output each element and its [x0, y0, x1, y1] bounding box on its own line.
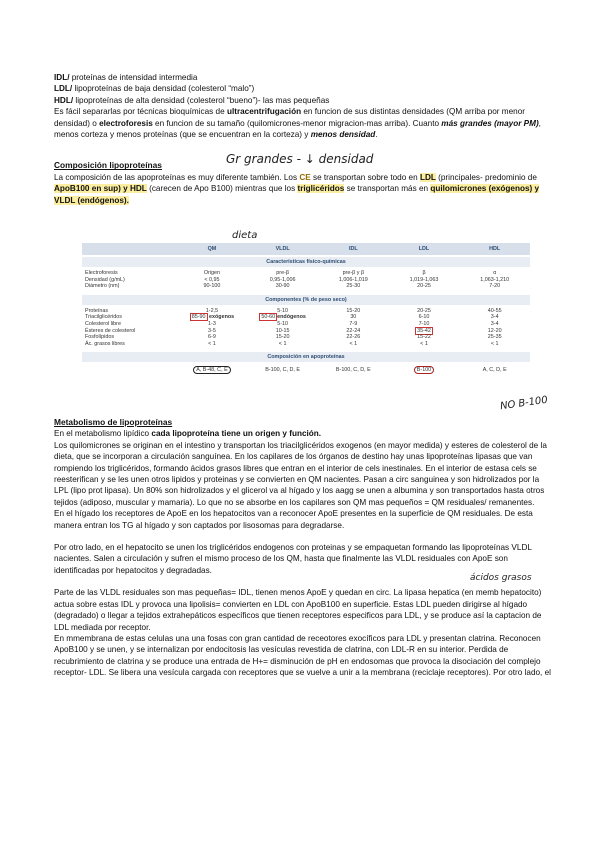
table-section-apoproteins: Composición en apoproteínas: [82, 352, 530, 362]
table-section-components: Componentes (% de peso seco): [82, 295, 530, 305]
table-row: Ác. grasos libres < 1 < 1 < 1 < 1 < 1: [85, 340, 499, 347]
metabolism-section: [54, 417, 554, 679]
paragraph-vldl: Por otro lado, en el hepatocito se unen los triglicéridos endogenos con proteinas y se empaquetan formando las lipoproteínas VLDL nacientes. Salen a circulación y sufren el mismo proceso de los QM, hasta que finalmente las VLDL residuales con ApoE son identificadas por hepatocitos y degradadas.: [54, 543, 532, 575]
def-hdl: HDL/ lipoproteínas de alta densidad (colesterol “bueno”)- las mas pequeñas: [54, 95, 330, 105]
composition-paragraph: La composición de las apoproteínas es muy diferente también. Los CE se transportan sobre todo en LDL (principales- predominio de ApoB100 en sup) y HDL (carecen de Apo B100) mientras que los triglicéridos se transportan más en quilomicrones (exógenos) y VLDL (endógenos).: [54, 172, 540, 205]
handwritten-note-density: Gr grandes - ↓ densidad: [226, 152, 374, 166]
table-row: Ésteres de colesterol 3-5 10-15 22-24 35-42 12-20: [85, 327, 502, 334]
table-header-row: QM VLDL IDL LDL HDL: [82, 243, 530, 255]
def-idl: IDL/ proteínas de intensidad intermedia: [54, 73, 198, 82]
table-row: Diámetro (nm) 90-100 30-90 25-30 20-25 7-20: [85, 283, 501, 290]
metabolism-intro: En el metabolismo lipídico cada lipoproteína tiene un origen y función.: [54, 429, 322, 439]
table-section-physchem: Características físico-químicas: [82, 257, 530, 267]
table-row: Electroforesis Origen pre-β pre-β y β β α: [85, 270, 497, 276]
table-row: Colesterol libre 1-3 5-10 7-9 7-10 3-4: [85, 320, 499, 327]
handwritten-note-nob100: NO B-100: [499, 394, 549, 413]
table-row: Proteínas 1-2,5 5-10 15-20 20-25 40-55: [85, 307, 502, 314]
table-apo-block: [82, 362, 530, 378]
handwritten-note-dieta: dieta: [232, 230, 258, 241]
paragraph-idl-ldl: Parte de las VLDL residuales son mas pequeñas= IDL, tienen menos ApoE y quedan en circ. La lipasa hepatica (en memb hepatocito) actua sobre estas IDL y provoca una lipolisis= convierten en LDL con ApoB100 en superficie. Estas LDL pueden dirigirse al hígado (degradado) o llegar a tejidos extrahepáticos específicos que tienen receptores especificos para LDL, y se produce así la captacion de LDL mediada por receptor.: [54, 588, 542, 632]
lipoprotein-table: [82, 243, 530, 378]
table-row: Triacilglicéridos 85-90 exógenos 50-60 endógenos 30 6-10 3-4: [85, 314, 499, 321]
table-row: Fosfolípidos 6-9 15-20 22-26 15-22 25-35: [85, 334, 502, 341]
paragraph-quilomicrones: Los quilomicrones se originan en el intestino y transportan los triacilglicéridos exogenos (en mayor medida) y esteres de colesterol de la dieta, que se incorporan a circulación sanguínea. En los capilares de los órganos de destino hay unas lipoproteínas lipasas que van rompiendo los triglicéridos, formando ácidos grasos libres que entran en el interior de cels inestinales. En el interior de estasa cels se reesterifican y se les unen otros lipidos y proteinas y se convierten en QM nacientes. Pasan a circ sanguinea y son hidrolizados por la LPL (lipo prot lipasa). Un 80% son hidrolizados y el glicerol va al hígado y los aagg se unen a albumina y son transportados hasta otros tejidos (adiposo, muscular y mamaria). Lo que no se absorbe en los capilares son QM mas pequeños = QM residuales/ remanentes.: [54, 440, 547, 507]
handwritten-note-aagg: ácidos grasos: [470, 573, 532, 583]
composition-heading: Composición lipoproteínas: [54, 160, 162, 171]
document-body: [54, 72, 554, 206]
def-ldl: LDL/ lipoproteínas de baja densidad (colesterol “malo”): [54, 84, 255, 94]
paragraph-higado: En el hígado los receptores de ApoE en los hepatocitos van a reconocer ApoE presentes en la superficie de QM residuales. De esta manera entran los TG al hígado y son captados por lisosomas para degradarse.: [54, 509, 533, 530]
table-physchem-block: [82, 267, 530, 293]
paragraph-clatrina: En mmembrana de estas celulas una una fosas con gran cantidad de receotores exocíficos para LDL y presentan clatrina. Reconocen ApoB100 y se unen, y se internalizan por endocitosis las vesículas revestida de clatrina, con LDL-R en su interior. Perdida de recubrimiento de clatrina y se produce una entrada de H+= disminución de pH en endosomas que provoca la disociación del complejo receptor- LDL. Se libera una vesícula cargada con receptores que se vuelve a unir a la membrana (reciclaje receptores). Por otro lado, el: [54, 633, 551, 678]
separation-paragraph: Es fácil separarlas por técnicas bioquímicas de ultracentrifugación en funcion de sus distintas densidades (QM arriba por menor densidad) o electroforesis en funcion de su tamaño (quilomicrones-menor migracion-mas arriba). Cuanto más grandes (mayor PM), menos corteza y menos proteínas (que se encuentran en la corteza) y menos densidad.: [54, 107, 541, 140]
table-components-block: [82, 305, 530, 351]
table-row: Densidad (g/mL) < 0,95 0,95-1,006 1,006-1,019 1,019-1,063 1,063-1,210: [85, 276, 510, 283]
metabolism-heading: Metabolismo de lipoproteínas: [54, 417, 173, 427]
table-row: A, B-48, C, E B-100, C, D, E B-100, C, D, E B-100 A, C, D, E: [82, 365, 530, 375]
